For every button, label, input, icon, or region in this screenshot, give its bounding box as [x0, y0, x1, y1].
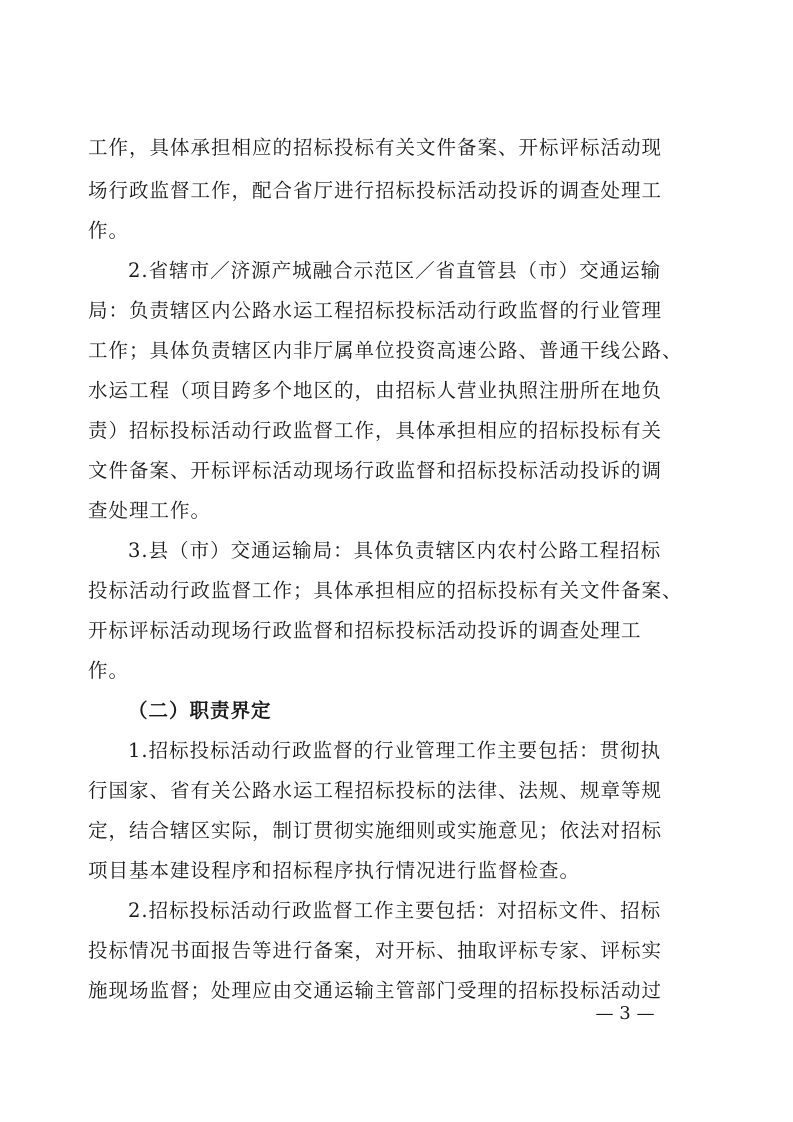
body-text-line: 局：负责辖区内公路水运工程招标投标活动行政监督的行业管理: [88, 299, 663, 322]
body-text-line: 开标评标活动现场行政监督和招标投标活动投诉的调查处理工: [88, 619, 642, 642]
body-text-line: 行国家、省有关公路水运工程招标投标的法律、法规、规章等规: [88, 779, 663, 802]
body-text-line: 查处理工作。: [88, 499, 212, 522]
list-item-1-start: 1.招标投标活动行政监督的行业管理工作主要包括：贯彻执: [128, 739, 662, 762]
list-item-2-start: 2.省辖市／济源产城融合示范区／省直管县（市）交通运输: [128, 259, 662, 282]
body-text-line: 水运工程（项目跨多个地区的，由招标人营业执照注册所在地负: [88, 379, 663, 402]
body-text-line: 作。: [88, 219, 130, 242]
body-text-line: 项目基本建设程序和招标程序执行情况进行监督检查。: [88, 859, 581, 882]
body-text-line: 投标活动行政监督工作；具体承担相应的招标投标有关文件备案、: [88, 579, 683, 602]
list-item-3-start: 3.县（市）交通运输局：具体负责辖区内农村公路工程招标: [128, 539, 662, 562]
body-text-line: 责）招标投标活动行政监督工作，具体承担相应的招标投标有关: [88, 419, 663, 442]
body-text-line: 工作；具体负责辖区内非厅属单位投资高速公路、普通干线公路、: [88, 339, 683, 362]
page-number: — 3 —: [595, 1003, 655, 1024]
body-text-line: 定，结合辖区实际，制订贯彻实施细则或实施意见；依法对招标: [88, 819, 663, 842]
body-text-line: 场行政监督工作，配合省厅进行招标投标活动投诉的调查处理工: [88, 179, 663, 202]
body-text-line: 工作，具体承担相应的招标投标有关文件备案、开标评标活动现: [88, 136, 663, 159]
body-text-line: 文件备案、开标评标活动现场行政监督和招标投标活动投诉的调: [88, 459, 663, 482]
body-text-line: 施现场监督；处理应由交通运输主管部门受理的招标投标活动过: [88, 979, 663, 1002]
body-text-line: 作。: [88, 659, 130, 682]
list-item-2-start: 2.招标投标活动行政监督工作主要包括：对招标文件、招标: [128, 899, 662, 922]
section-heading: （二）职责界定: [128, 699, 272, 722]
body-text-line: 投标情况书面报告等进行备案，对开标、抽取评标专家、评标实: [88, 939, 663, 962]
